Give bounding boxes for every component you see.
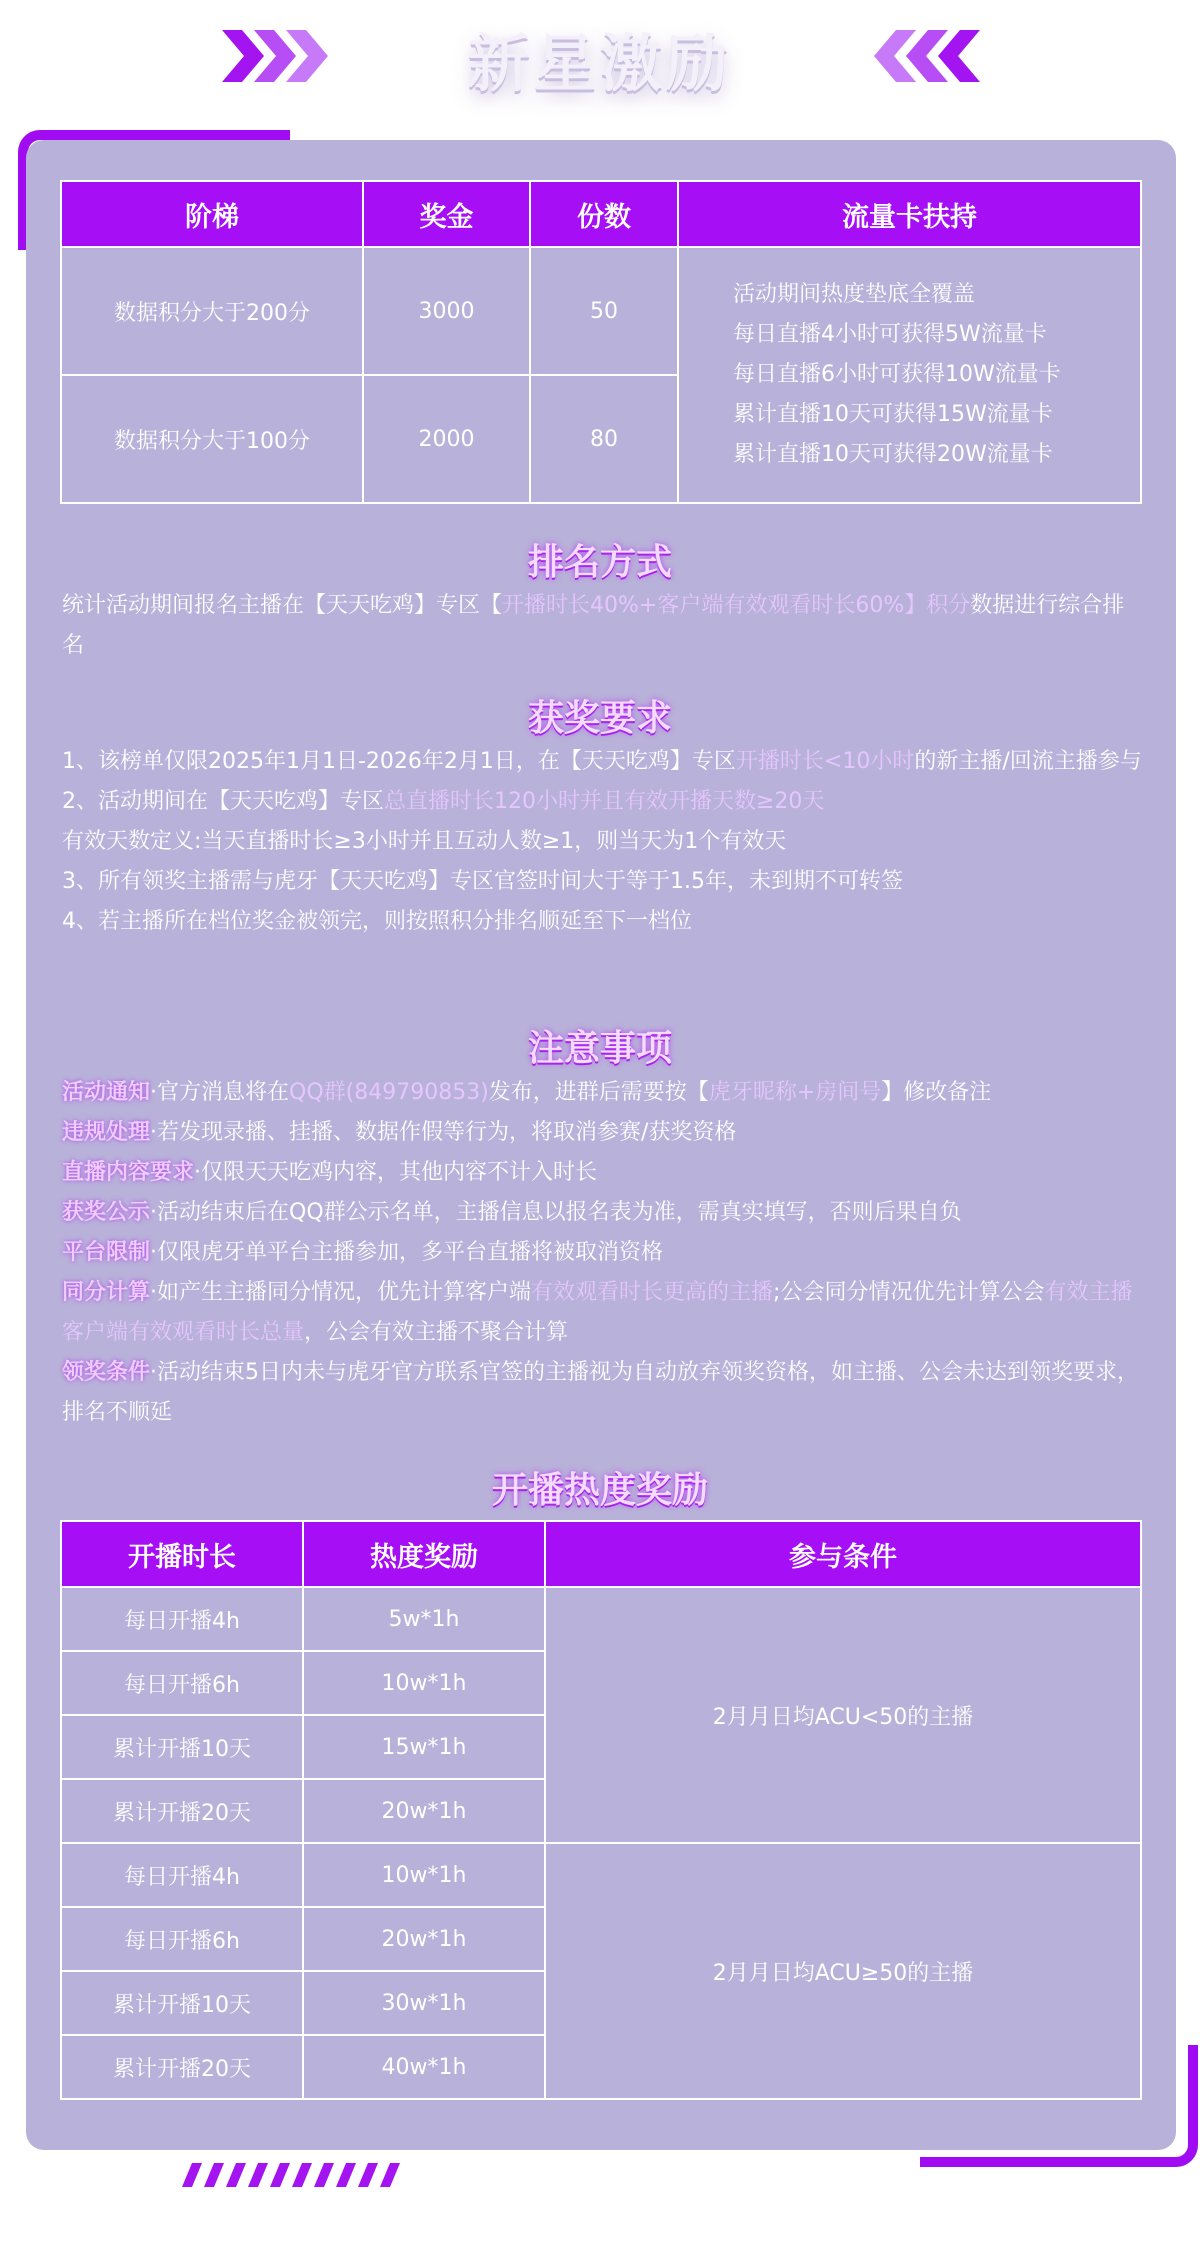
condition-cell: 2月月日均ACU<50的主播 bbox=[545, 1587, 1141, 1843]
decorative-stripes bbox=[172, 2163, 412, 2187]
award-text bbox=[62, 742, 1142, 942]
reward-cell: 30w*1h bbox=[303, 1971, 545, 2035]
header-tier: 阶梯 bbox=[61, 181, 363, 247]
reward-cell: 20w*1h bbox=[303, 1779, 545, 1843]
bonus-cell: 3000 bbox=[363, 247, 530, 375]
heat-title: 开播热度奖励 bbox=[491, 1470, 708, 1511]
header-bonus: 奖金 bbox=[363, 181, 530, 247]
duration-cell: 累计开播10天 bbox=[61, 1715, 303, 1779]
award-line-5: 4、若主播所在档位奖金被领完，则按照积分排名顺延至下一档位 bbox=[62, 909, 692, 934]
table-row bbox=[61, 1587, 1141, 1651]
count-cell: 50 bbox=[530, 247, 678, 375]
header-condition: 参与条件 bbox=[545, 1521, 1141, 1587]
support-item: 活动期间热度垫底全覆盖 bbox=[733, 282, 976, 307]
header-traffic-support: 流量卡扶持 bbox=[678, 181, 1141, 247]
note-tie: 同分计算·如产生主播同分情况，优先计算客户端有效观看时长更高的主播;公会同分情况优先计算公会有效主播客户端有效观看时长总量，公会有效主播不聚合计算 bbox=[62, 1280, 1133, 1345]
notes-text bbox=[62, 1073, 1142, 1433]
support-item: 每日直播4小时可获得5W流量卡 bbox=[733, 322, 1047, 347]
table-header-row bbox=[61, 181, 1141, 247]
reward-cell: 20w*1h bbox=[303, 1907, 545, 1971]
duration-cell: 每日开播4h bbox=[61, 1587, 303, 1651]
condition-cell: 2月月日均ACU≥50的主播 bbox=[545, 1843, 1141, 2099]
reward-cell: 15w*1h bbox=[303, 1715, 545, 1779]
page-title: 新星激励 bbox=[467, 27, 732, 100]
duration-cell: 累计开播10天 bbox=[61, 1971, 303, 2035]
reward-cell: 40w*1h bbox=[303, 2035, 545, 2099]
ranking-text: 统计活动期间报名主播在【天天吃鸡】专区【开播时长40%+客户端有效观看时长60%】积分数据进行综合排名 bbox=[62, 593, 1125, 658]
support-item: 每日直播6小时可获得10W流量卡 bbox=[733, 362, 1061, 387]
duration-cell: 累计开播20天 bbox=[61, 2035, 303, 2099]
duration-cell: 每日开播6h bbox=[61, 1651, 303, 1715]
ranking-highlight: 开播时长40%+客户端有效观看时长60%】积分 bbox=[502, 593, 971, 618]
reward-cell: 5w*1h bbox=[303, 1587, 545, 1651]
award-title: 获奖要求 bbox=[527, 698, 672, 739]
ranking-title: 排名方式 bbox=[527, 542, 672, 583]
bonus-cell: 2000 bbox=[363, 375, 530, 503]
award-line-4: 3、所有领奖主播需与虎牙【天天吃鸡】专区官签时间大于等于1.5年，未到期不可转签 bbox=[62, 869, 903, 894]
reward-tier-table bbox=[60, 180, 1142, 504]
note-activity: 活动通知·官方消息将在QQ群(849790853)发布，进群后需要按【虎牙昵称+房间号】修改备注 bbox=[62, 1080, 992, 1105]
tier-cell: 数据积分大于100分 bbox=[61, 375, 363, 503]
header-reward: 热度奖励 bbox=[303, 1521, 545, 1587]
chevron-left-icon bbox=[870, 30, 980, 82]
tier-cell: 数据积分大于200分 bbox=[61, 247, 363, 375]
note-publicity: 获奖公示·活动结束后在QQ群公示名单，主播信息以报名表为准，需真实填写，否则后果自负 bbox=[62, 1200, 962, 1225]
table-row bbox=[61, 1843, 1141, 1907]
duration-cell: 每日开播6h bbox=[61, 1907, 303, 1971]
table-header-row bbox=[61, 1521, 1141, 1587]
header-duration: 开播时长 bbox=[61, 1521, 303, 1587]
note-platform: 平台限制·仅限虎牙单平台主播参加，多平台直播将被取消资格 bbox=[62, 1240, 664, 1265]
award-line-1: 1、该榜单仅限2025年1月1日-2026年2月1日，在【天天吃鸡】专区开播时长<10小时的新主播/回流主播参与 bbox=[62, 749, 1142, 774]
note-content: 直播内容要求·仅限天天吃鸡内容，其他内容不计入时长 bbox=[62, 1160, 598, 1185]
duration-cell: 每日开播4h bbox=[61, 1843, 303, 1907]
award-line-2: 2、活动期间在【天天吃鸡】专区总直播时长120小时并且有效开播天数≥20天 bbox=[62, 789, 825, 814]
traffic-support-cell bbox=[678, 247, 1141, 503]
header bbox=[0, 0, 1200, 120]
count-cell: 80 bbox=[530, 375, 678, 503]
reward-cell: 10w*1h bbox=[303, 1651, 545, 1715]
duration-cell: 累计开播20天 bbox=[61, 1779, 303, 1843]
support-item: 累计直播10天可获得20W流量卡 bbox=[733, 442, 1053, 467]
table-row bbox=[61, 247, 1141, 375]
heat-reward-table bbox=[60, 1520, 1142, 2100]
notes-title: 注意事项 bbox=[527, 1028, 672, 1069]
note-violation: 违规处理·若发现录播、挂播、数据作假等行为，将取消参赛/获奖资格 bbox=[62, 1120, 737, 1145]
header-count: 份数 bbox=[530, 181, 678, 247]
note-claim: 领奖条件·活动结束5日内未与虎牙官方联系官签的主播视为自动放弃领奖资格，如主播、公会未达到领奖要求，排名不顺延 bbox=[62, 1360, 1140, 1425]
support-item: 累计直播10天可获得15W流量卡 bbox=[733, 402, 1053, 427]
award-line-3: 有效天数定义:当天直播时长≥3小时并且互动人数≥1，则当天为1个有效天 bbox=[62, 829, 787, 854]
reward-cell: 10w*1h bbox=[303, 1843, 545, 1907]
